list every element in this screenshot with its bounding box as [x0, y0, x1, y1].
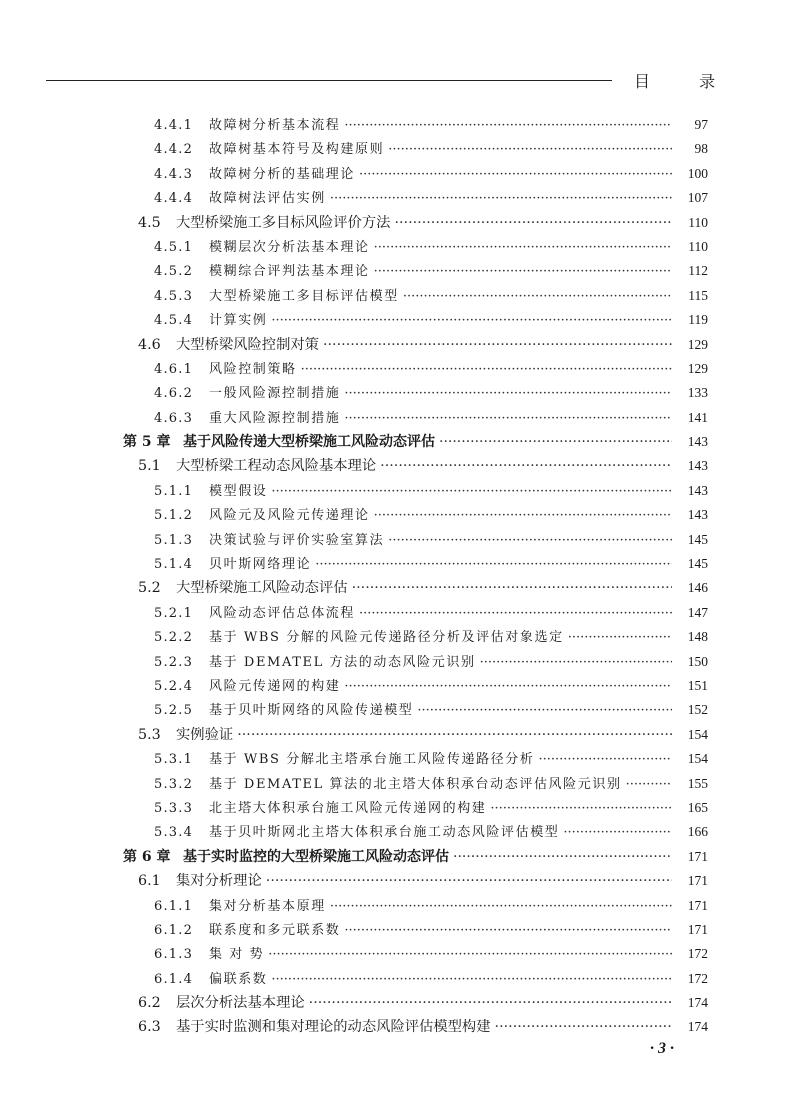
toc-chapter-entry: [0, 431, 800, 455]
toc-section-entry: [0, 870, 800, 894]
toc-entry-title: 基于贝叶斯网北主塔大体积承台施工动态风险评估模型: [209, 825, 560, 841]
toc-entry-title: 层次分析法基本理论: [176, 995, 305, 1012]
toc-entry-title: 基于 DEMATEL 方法的动态风险元识别: [209, 654, 476, 670]
toc-subsection-entry: [0, 626, 800, 650]
toc-subsection-entry: [0, 187, 800, 211]
toc-dot-leader: [344, 118, 672, 133]
toc-entry-number: 4.6.1: [154, 361, 194, 377]
toc-entry-page: 171: [687, 897, 708, 913]
toc-entry-number: 第 5 章: [123, 434, 171, 451]
toc-subsection-entry: [0, 260, 800, 284]
toc-entry-title: 重大风险源控制措施: [209, 410, 341, 426]
toc-entry-number: 5.2.4: [154, 678, 194, 694]
toc-chapter-entry: [0, 846, 800, 870]
toc-entry-title: 集对分析基本原理: [209, 898, 326, 914]
toc-entry-page: 98: [694, 141, 708, 157]
toc-dot-leader: [344, 923, 672, 938]
toc-dot-leader: [563, 825, 672, 840]
toc-dot-leader: [403, 289, 672, 304]
toc-dot-leader: [344, 386, 672, 401]
toc-entry-page: 129: [687, 360, 708, 376]
toc-entry-title: 风险元传递网的构建: [209, 678, 341, 694]
toc-entry-number: 5.1.3: [154, 532, 194, 548]
toc-entry-page: 145: [687, 556, 708, 572]
toc-entry-title: 风险控制策略: [209, 361, 297, 377]
toc-dot-leader: [439, 434, 672, 450]
toc-subsection-entry: [0, 285, 800, 309]
toc-dot-leader: [374, 264, 672, 279]
toc-dot-leader: [268, 947, 672, 962]
toc-entry-title: 模糊层次分析法基本理论: [209, 239, 370, 255]
toc-entry-title: 贝叶斯网络理论: [209, 557, 312, 573]
toc-entry-number: 4.4.1: [154, 118, 194, 133]
toc-entry-number: 4.5.1: [154, 239, 194, 255]
toc-dot-leader: [271, 972, 672, 987]
toc-entry-number: 5.1: [138, 458, 161, 475]
toc-entry-title: 基于贝叶斯网络的风险传递模型: [209, 703, 414, 719]
toc-entry-number: 5.3.1: [154, 752, 194, 768]
toc-entry-page: 171: [687, 873, 708, 889]
toc-entry-number: 5.2: [138, 580, 161, 597]
toc-entry-page: 171: [687, 921, 708, 937]
toc-entry-title: 集 对 势: [209, 947, 265, 963]
toc-subsection-entry: [0, 114, 800, 138]
toc-subsection-entry: [0, 163, 800, 187]
toc-entry-page: 172: [687, 970, 708, 986]
toc-subsection-entry: [0, 480, 800, 504]
toc-dot-leader: [388, 142, 672, 157]
toc-entry-page: 143: [687, 482, 708, 498]
toc-dot-leader: [626, 777, 672, 792]
toc-entry-number: 4.4.3: [154, 166, 194, 182]
toc-section-entry: [0, 992, 800, 1016]
toc-section-entry: [0, 334, 800, 358]
toc-section-entry: [0, 724, 800, 748]
toc-entry-number: 4.5.3: [154, 288, 194, 304]
toc-entry-title: 基于风险传递大型桥梁施工风险动态评估: [183, 434, 435, 451]
toc-entry-page: 148: [687, 629, 708, 645]
toc-entry-number: 5.3.2: [154, 776, 194, 792]
toc-subsection-entry: [0, 748, 800, 772]
toc-subsection-entry: [0, 773, 800, 797]
toc-subsection-entry: [0, 602, 800, 626]
toc-entry-number: 6.1.4: [154, 971, 194, 987]
toc-entry-title: 联系度和多元联系数: [209, 922, 341, 938]
toc-entry-page: 171: [687, 848, 708, 864]
toc-entry-number: 5.2.3: [154, 654, 194, 670]
toc-entry-number: 5.3.4: [154, 825, 194, 841]
toc-entry-title: 基于 WBS 分解北主塔承台施工风险传递路径分析: [209, 752, 535, 768]
toc-subsection-entry: [0, 236, 800, 260]
toc-dot-leader: [237, 727, 672, 743]
toc-dot-leader: [490, 801, 672, 816]
toc-dot-leader: [394, 215, 672, 231]
toc-subsection-entry: [0, 309, 800, 333]
toc-subsection-entry: [0, 138, 800, 162]
toc-entry-number: 4.6.2: [154, 386, 194, 402]
toc-entry-number: 4.5.4: [154, 313, 194, 329]
toc-entry-title: 模糊综合评判法基本理论: [209, 264, 370, 280]
toc-entry-page: 143: [687, 434, 708, 450]
toc-entry-number: 4.5: [138, 214, 161, 231]
toc-subsection-entry: [0, 968, 800, 992]
toc-dot-leader: [417, 703, 672, 718]
toc-dot-leader: [266, 873, 672, 889]
toc-subsection-entry: [0, 699, 800, 723]
toc-entry-number: 4.4.2: [154, 142, 194, 158]
toc-entry-page: 133: [687, 385, 708, 401]
toc-entry-number: 5.1.2: [154, 508, 194, 524]
toc-entry-title: 故障树分析的基础理论: [209, 166, 356, 182]
toc-entry-page: 174: [687, 995, 708, 1011]
toc-entry-page: 165: [687, 799, 708, 815]
toc-section-entry: [0, 577, 800, 601]
toc-entry-number: 6.1.3: [154, 947, 194, 963]
running-header-title: 目 录: [634, 72, 738, 91]
toc-entry-number: 6.1.1: [154, 898, 194, 914]
toc-entry-number: 6.1.2: [154, 922, 194, 938]
toc-entry-title: 集对分析理论: [176, 873, 262, 890]
toc-dot-leader: [309, 995, 672, 1011]
toc-entry-number: 第 6 章: [123, 848, 171, 865]
toc-entry-title: 模型假设: [209, 483, 268, 499]
toc-subsection-entry: [0, 895, 800, 919]
toc-subsection-entry: [0, 382, 800, 406]
toc-entry-number: 5.3: [138, 726, 161, 743]
toc-entry-title: 风险元及风险元传递理论: [209, 508, 370, 524]
toc-entry-title: 基于实时监测和集对理论的动态风险评估模型构建: [176, 1019, 491, 1036]
toc-entry-number: 4.6: [138, 336, 161, 353]
toc-subsection-entry: [0, 943, 800, 967]
header-rule: [46, 80, 612, 81]
table-of-contents: [0, 114, 800, 1041]
toc-dot-leader: [388, 533, 672, 548]
page-number: · 3 ·: [650, 1040, 674, 1057]
toc-entry-page: 155: [687, 775, 708, 791]
toc-entry-number: 6.1: [138, 873, 161, 890]
toc-entry-title: 偏联系数: [209, 971, 268, 987]
toc-entry-page: 110: [688, 238, 708, 254]
toc-entry-page: 154: [687, 751, 708, 767]
toc-subsection-entry: [0, 358, 800, 382]
toc-dot-leader: [380, 458, 672, 474]
toc-entry-title: 实例验证: [176, 726, 234, 743]
toc-entry-number: 5.1.1: [154, 483, 194, 499]
toc-entry-page: 107: [687, 190, 708, 206]
toc-dot-leader: [301, 362, 672, 377]
toc-entry-page: 150: [687, 653, 708, 669]
toc-dot-leader: [539, 752, 673, 767]
toc-entry-page: 141: [687, 409, 708, 425]
toc-subsection-entry: [0, 675, 800, 699]
toc-section-entry: [0, 212, 800, 236]
toc-entry-number: 4.5.2: [154, 264, 194, 280]
toc-entry-title: 决策试验与评价实验室算法: [209, 532, 385, 548]
toc-section-entry: [0, 1016, 800, 1040]
toc-dot-leader: [271, 484, 672, 499]
toc-entry-title: 大型桥梁施工多目标评估模型: [209, 288, 399, 304]
toc-entry-page: 154: [687, 726, 708, 742]
toc-entry-page: 174: [687, 1019, 708, 1035]
toc-entry-title: 基于 WBS 分解的风险元传递路径分析及评估对象选定: [209, 630, 564, 646]
toc-dot-leader: [344, 411, 672, 426]
toc-entry-number: 5.3.3: [154, 800, 194, 816]
toc-dot-leader: [271, 313, 672, 328]
toc-subsection-entry: [0, 821, 800, 845]
toc-dot-leader: [359, 167, 672, 182]
toc-entry-title: 大型桥梁施工风险动态评估: [176, 580, 348, 597]
toc-entry-title: 故障树基本符号及构建原则: [209, 142, 385, 158]
toc-entry-page: 110: [688, 214, 708, 230]
toc-dot-leader: [323, 337, 672, 353]
toc-dot-leader: [344, 679, 672, 694]
toc-entry-title: 计算实例: [209, 313, 268, 329]
toc-entry-title: 故障树法评估实例: [209, 191, 326, 207]
toc-entry-number: 6.3: [138, 1019, 161, 1036]
toc-entry-title: 北主塔大体积承台施工风险元传递网的构建: [209, 800, 487, 816]
toc-entry-page: 129: [687, 336, 708, 352]
toc-entry-number: 5.2.5: [154, 703, 194, 719]
toc-entry-page: 151: [687, 677, 708, 693]
toc-subsection-entry: [0, 407, 800, 431]
toc-entry-page: 147: [687, 604, 708, 620]
toc-entry-page: 172: [687, 946, 708, 962]
toc-dot-leader: [568, 630, 672, 645]
toc-dot-leader: [330, 191, 672, 206]
toc-dot-leader: [453, 849, 672, 865]
toc-entry-number: 5.2.1: [154, 605, 194, 621]
toc-entry-number: 6.2: [138, 995, 161, 1012]
toc-subsection-entry: [0, 919, 800, 943]
toc-entry-title: 大型桥梁工程动态风险基本理论: [176, 458, 377, 475]
toc-dot-leader: [315, 557, 672, 572]
toc-subsection-entry: [0, 504, 800, 528]
toc-entry-title: 风险动态评估总体流程: [209, 605, 356, 621]
toc-entry-page: 146: [687, 580, 708, 596]
toc-subsection-entry: [0, 553, 800, 577]
toc-subsection-entry: [0, 651, 800, 675]
toc-entry-number: 5.2.2: [154, 630, 194, 646]
toc-entry-number: 4.4.4: [154, 191, 194, 207]
toc-entry-page: 143: [687, 458, 708, 474]
toc-section-entry: [0, 455, 800, 479]
toc-entry-page: 115: [688, 287, 708, 303]
toc-dot-leader: [352, 580, 672, 596]
toc-entry-page: 119: [688, 312, 708, 328]
toc-entry-page: 143: [687, 507, 708, 523]
toc-entry-number: 4.6.3: [154, 410, 194, 426]
toc-entry-title: 大型桥梁风险控制对策: [176, 336, 319, 353]
toc-dot-leader: [374, 240, 672, 255]
toc-dot-leader: [495, 1019, 672, 1035]
toc-entry-page: 152: [687, 702, 708, 718]
toc-entry-title: 基于实时监控的大型桥梁施工风险动态评估: [183, 848, 449, 865]
toc-subsection-entry: [0, 529, 800, 553]
toc-dot-leader: [374, 508, 672, 523]
toc-dot-leader: [359, 606, 672, 621]
toc-entry-title: 故障树分析基本流程: [209, 118, 341, 133]
toc-entry-page: 145: [687, 531, 708, 547]
toc-dot-leader: [480, 655, 672, 670]
toc-entry-title: 基于 DEMATEL 算法的北主塔大体积承台动态评估风险元识别: [209, 776, 622, 792]
toc-dot-leader: [330, 899, 672, 914]
toc-entry-number: 5.1.4: [154, 557, 194, 573]
toc-entry-title: 大型桥梁施工多目标风险评价方法: [176, 214, 391, 231]
toc-subsection-entry: [0, 797, 800, 821]
toc-entry-page: 112: [688, 263, 708, 279]
toc-entry-page: 97: [694, 117, 708, 132]
toc-entry-page: 100: [687, 165, 708, 181]
toc-entry-page: 166: [687, 824, 708, 840]
toc-entry-title: 一般风险源控制措施: [209, 386, 341, 402]
